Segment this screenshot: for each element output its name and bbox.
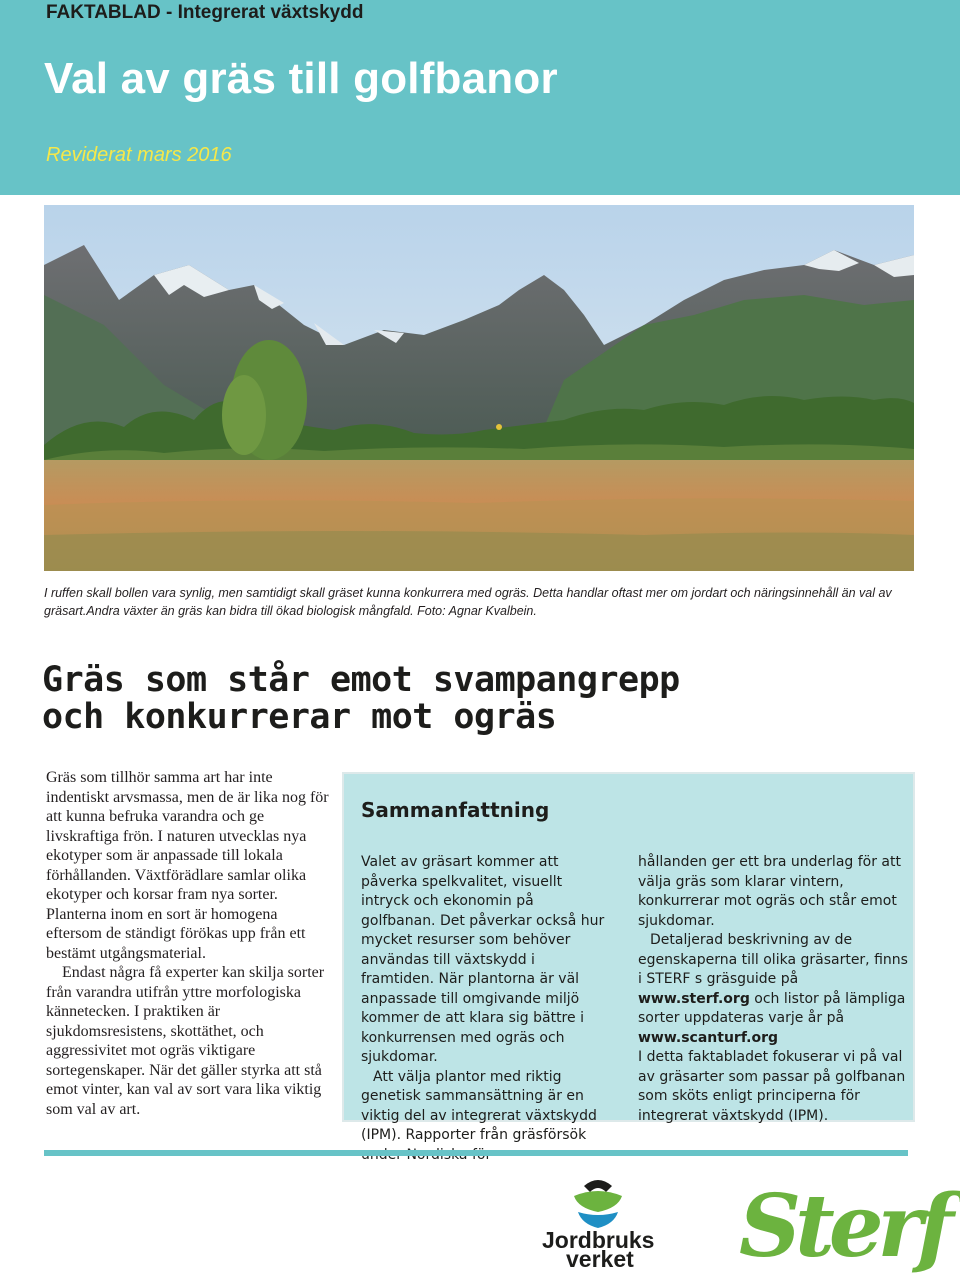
summary-paragraph: I detta faktabladet fokuserar vi på val av gräsarter som passar på golfbanan som sköts enligt principerna för integrerat växtskydd (IPM). (638, 1049, 906, 1124)
header-band (0, 0, 960, 195)
jordbruksverket-line2: verket (566, 1246, 634, 1272)
photo-caption: I ruffen skall bollen vara synlig, men samtidigt skall gräset kunna konkurrera med ogräs. Detta handlar oftast mer om jordart och näringsinnehåll än val av gräsart.Andra växter än gräs kan bidra till ökad biologisk mångfald. Foto: Agnar Kvalbein. (44, 586, 892, 618)
jordbruksverket-line1: Jordbruks (542, 1227, 655, 1253)
sterf-wordmark: Sterf (739, 1176, 948, 1273)
summary-paragraph: hållanden ger ett bra underlag för att välja gräs som klarar vintern, konkurrerar mot ogräs och står emot sjukdomar. (638, 854, 901, 929)
summary-paragraph (638, 931, 908, 1048)
summary-box (342, 772, 915, 1143)
jordbruksverket-logo (540, 1172, 660, 1272)
article-paragraph-2: Endast några få experter kan skilja sorter från varandra utifrån yttre morfologiska kännetecken. I praktiken är sjukdomsresistens, skottäthet, och aggressivitet mot ogräs viktigare sortegenskaper. När det gäller styrka att stå emot vinter, kan val av sort vara lika viktig som val av art. (46, 964, 325, 1118)
revision-date: Reviderat mars 2016 (46, 144, 232, 166)
summary-paragraph: Valet av gräsart kommer att påverka spelkvalitet, visuellt intryck och ekonomin på golfbanan. Det påverkar också hur mycket resurser som behöver användas till växtskydd i framtiden. När plantorna är väl anpassade till omgivande miljö kommer de att klara sig bättre i konkurrensen med ogräs och sjukdomar. (361, 854, 605, 1065)
summary-text: och listor på lämpliga sorter uppdateras varje år på (638, 990, 906, 1026)
section-heading-line2: och konkurrerar mot ogräs (42, 697, 557, 737)
summary-column-left (361, 853, 611, 1165)
article-body (46, 768, 330, 1119)
article-paragraph-1: Gräs som tillhör samma art har inte indentiskt arvsmassa, men de är lika nog för att kunna befruka varandra och ge livskraftiga frön. I naturen utvecklas nya ekotyper som är anpassade till lokala förhållanden. Växtförädlare samlar olika ekotyper och korsar fram nya sorter. Planterna inom en sort är homogena eftersom de ständigt förökas upp från ett bestämt utgångsmaterial. (46, 769, 329, 962)
page-title: Val av gräs till golfbanor (44, 54, 558, 103)
summary-paragraph: Att välja plantor med riktig genetisk sammansättning är en viktig del av integrerat växtskydd (IPM). Rapporter från gräsförsök (361, 1068, 597, 1143)
section-heading (42, 662, 742, 736)
footer-rule (44, 1150, 908, 1156)
section-heading-line1: Gräs som står emot svampangrepp (42, 660, 680, 700)
sterf-link[interactable]: www.sterf.org (638, 990, 750, 1007)
summary-column-right (638, 853, 908, 1126)
scanturf-link[interactable]: www.scanturf.org (638, 1029, 779, 1046)
landscape-photo (44, 205, 914, 571)
summary-text: Detaljerad beskrivning av de egenskaperna till olika gräsarter, finns i STERF s gräsguide på (638, 932, 908, 987)
factsheet-kicker: FAKTABLAD - Integrerat växtskydd (46, 2, 364, 23)
sterf-logo (735, 1168, 948, 1273)
summary-title: Sammanfattning (361, 798, 550, 822)
